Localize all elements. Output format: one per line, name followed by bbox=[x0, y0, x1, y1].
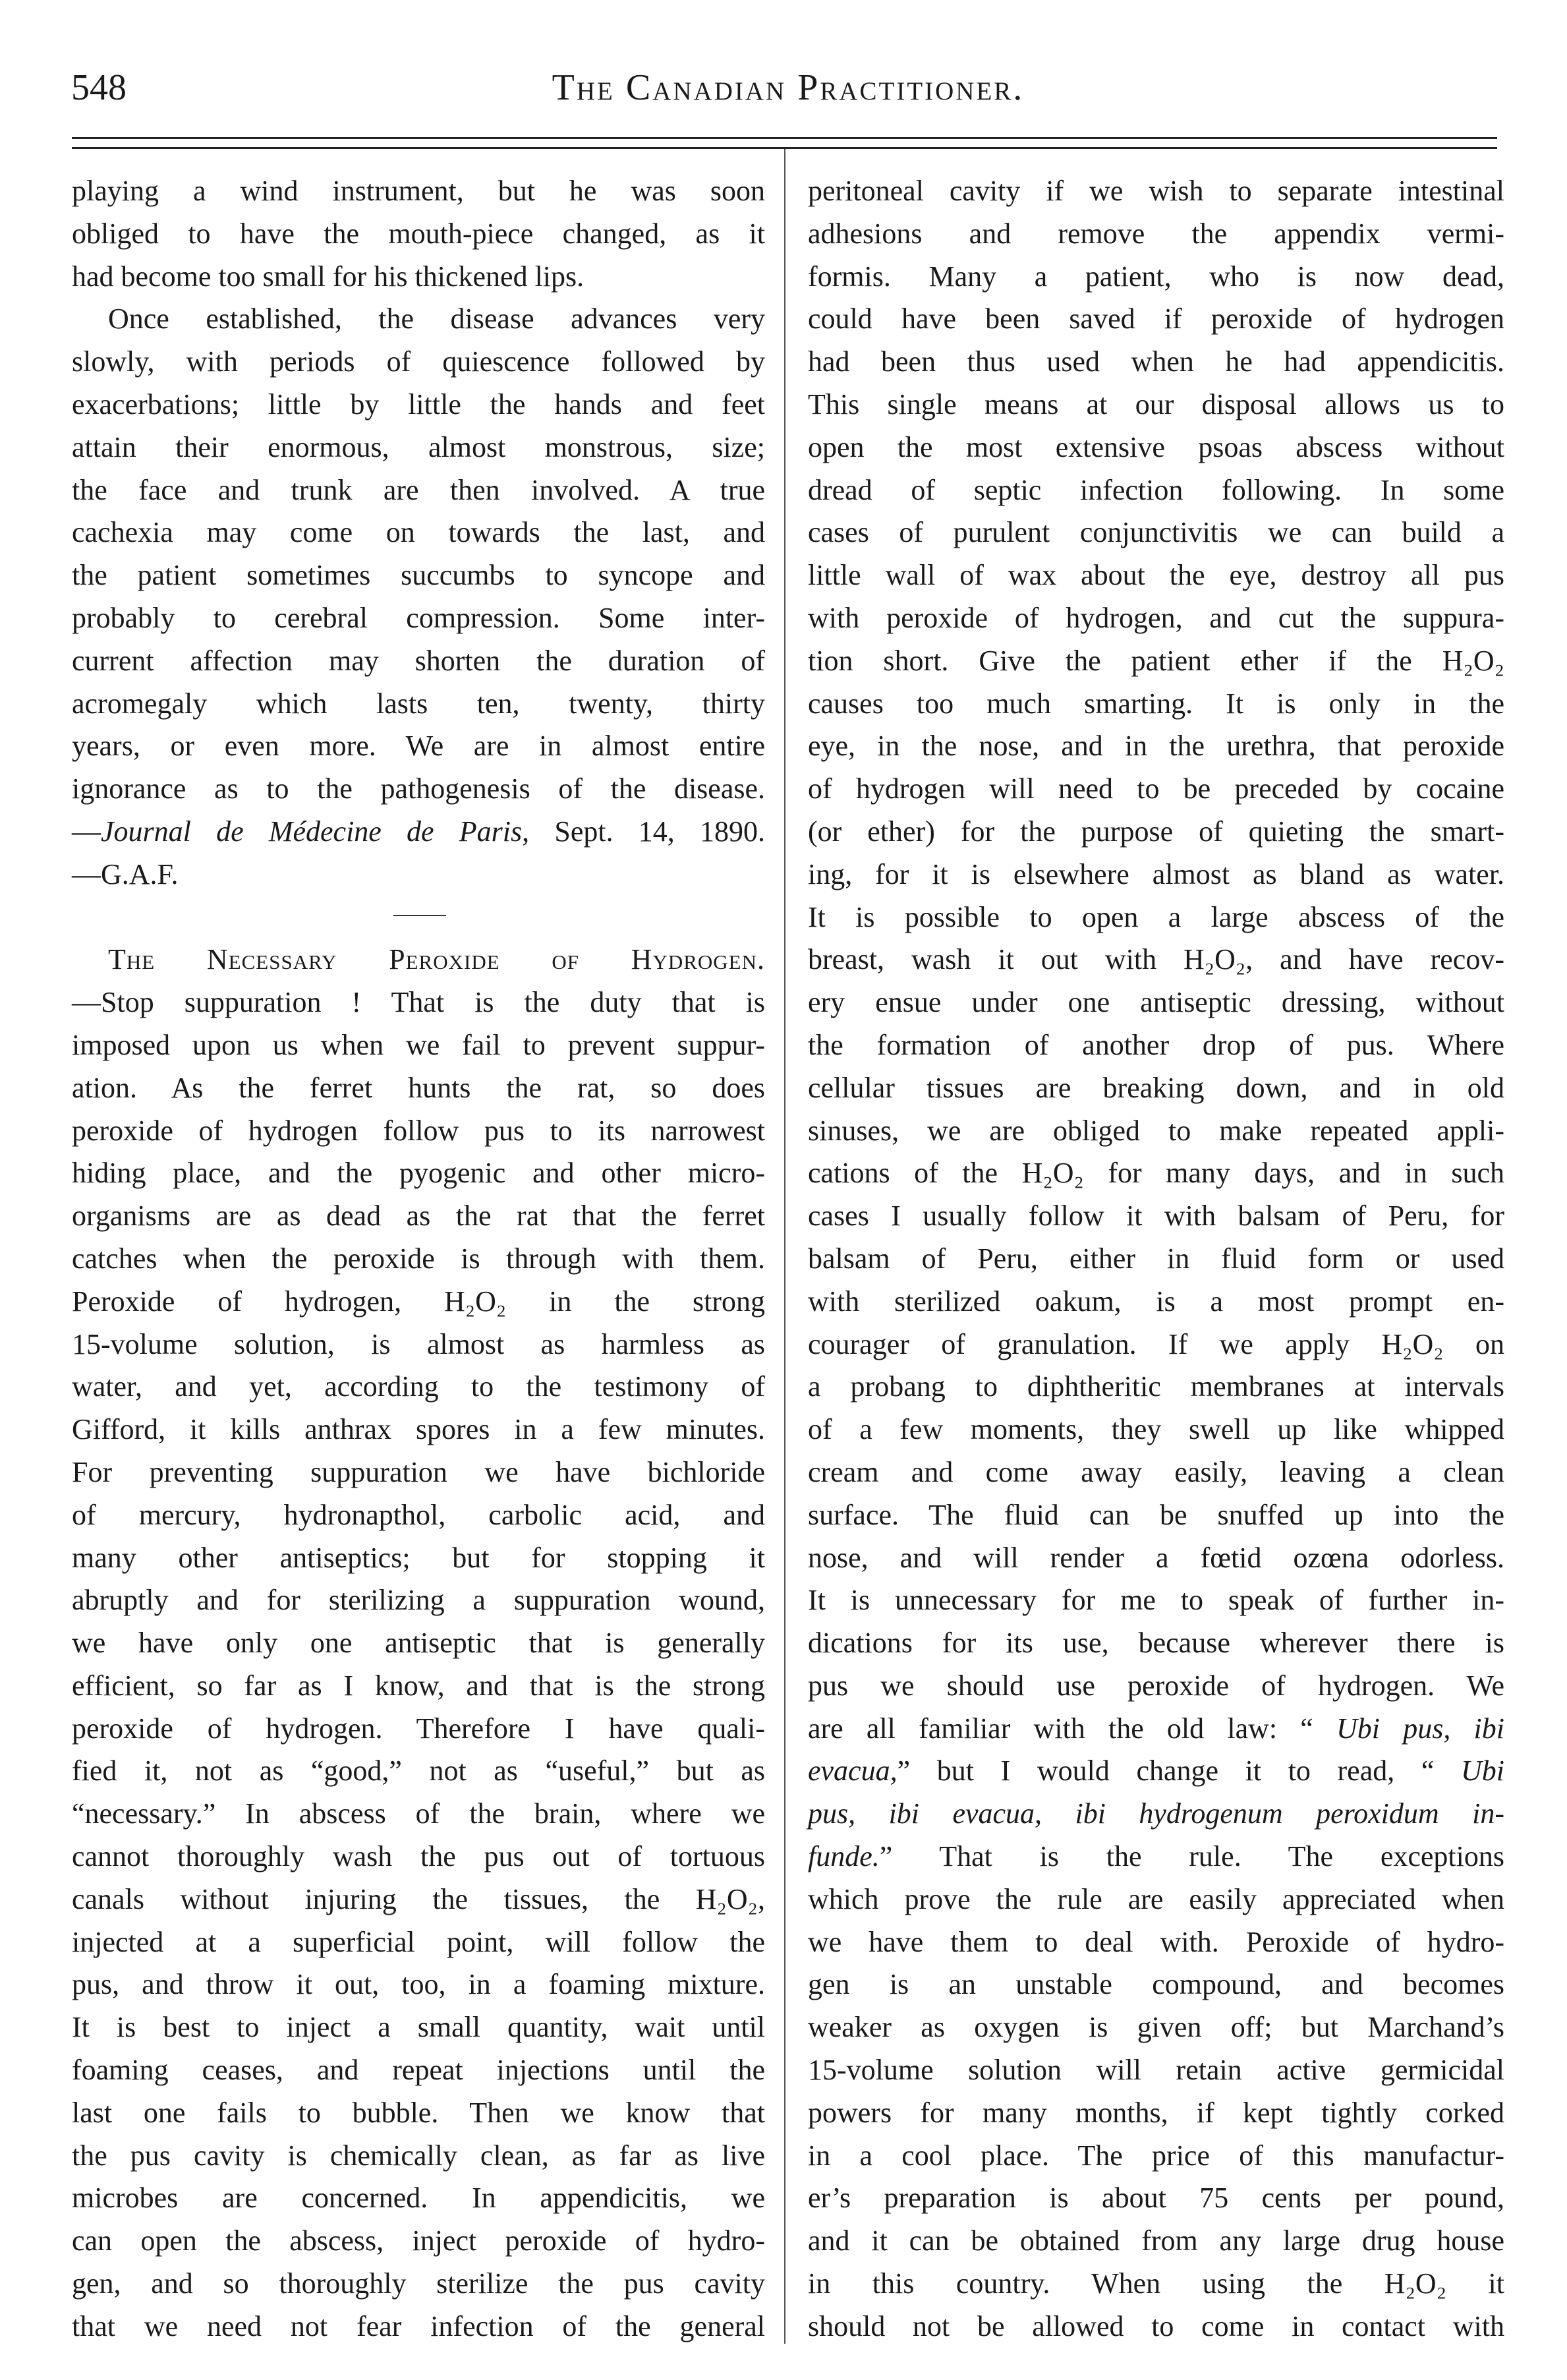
text-line: that we need not fear infection of the general bbox=[72, 2309, 765, 2342]
text-line: It is unnecessary for me to speak of further in- bbox=[808, 1584, 1504, 1617]
text-line: ation. As the ferret hunts the rat, so does bbox=[72, 1071, 765, 1104]
right-column bbox=[808, 170, 1504, 2348]
text-span: — bbox=[72, 815, 101, 848]
text-line: 15-volume solution, is almost as harmless as bbox=[72, 1327, 765, 1360]
text-line: —Stop suppuration ! That is the duty that is bbox=[72, 986, 765, 1019]
text-line: last one fails to bubble. Then we know that bbox=[72, 2096, 765, 2129]
text-line bbox=[808, 1836, 1504, 1878]
header-rule-top bbox=[72, 137, 1497, 139]
text-line: cations of the H₂O₂ for many days, and in such bbox=[808, 1157, 1504, 1190]
text-line: exacerbations; little by little the hands and feet bbox=[72, 388, 765, 421]
text-line: imposed upon us when we fail to prevent suppur- bbox=[72, 1028, 765, 1061]
text-line: surface. The fluid can be snuffed up into the bbox=[808, 1498, 1504, 1531]
text-line: 15-volume solution will retain active germicidal bbox=[808, 2054, 1504, 2087]
text-line: peritoneal cavity if we wish to separate intestinal bbox=[808, 175, 1504, 207]
text-line bbox=[72, 811, 765, 854]
text-line: efficient, so far as I know, and that is the strong bbox=[72, 1669, 765, 1702]
italic-text: funde. bbox=[808, 1840, 880, 1873]
text-line: powers for many months, if kept tightly corked bbox=[808, 2096, 1504, 2129]
article-title: The Necessary Peroxide of Hydrogen. bbox=[108, 943, 765, 976]
text-line: water, and yet, according to the testimony of bbox=[72, 1370, 765, 1403]
text-line: attain their enormous, almost monstrous, size; bbox=[72, 430, 765, 463]
text-line: playing a wind instrument, but he was soon bbox=[72, 175, 765, 207]
italic-text: pus, ibi evacua, ibi hydrogenum peroxidum in- bbox=[808, 1797, 1504, 1830]
text-line: —G.A.F. bbox=[72, 857, 179, 890]
text-line: ignorance as to the pathogenesis of the disease. bbox=[72, 772, 765, 805]
text-line: of mercury, hydronapthol, carbolic acid, and bbox=[72, 1498, 765, 1531]
italic-text: Ubi bbox=[1461, 1755, 1504, 1787]
paragraph bbox=[808, 170, 1504, 2348]
text-line: eye, in the nose, and in the urethra, that peroxide bbox=[808, 730, 1504, 763]
text-line: It is possible to open a large abscess of the bbox=[808, 900, 1504, 933]
text-line: cachexia may come on towards the last, and bbox=[72, 516, 765, 549]
text-span: are all familiar with the old law: “ bbox=[808, 1712, 1337, 1745]
text-line: little wall of wax about the eye, destroy all pus bbox=[808, 559, 1504, 592]
text-line: Gifford, it kills anthrax spores in a few minutes. bbox=[72, 1413, 765, 1446]
text-line: microbes are concerned. In appendicitis, we bbox=[72, 2182, 765, 2215]
text-line: cellular tissues are breaking down, and in old bbox=[808, 1071, 1504, 1104]
italic-text: Journal de Médecine de Paris bbox=[101, 815, 523, 848]
page-number: 548 bbox=[71, 67, 127, 108]
text-line: fied it, not as “good,” not as “useful,” but as bbox=[72, 1755, 765, 1787]
text-line: weaker as oxygen is given off; but Marchand’s bbox=[808, 2011, 1504, 2044]
text-line: cases I usually follow it with balsam of Peru, for bbox=[808, 1200, 1504, 1233]
text-line bbox=[808, 1750, 1504, 1793]
text-line bbox=[808, 1708, 1504, 1751]
text-line: cream and come away easily, leaving a clean bbox=[808, 1455, 1504, 1488]
text-line: Once established, the disease advances very bbox=[108, 303, 765, 335]
text-line: canals without injuring the tissues, the H₂O₂, bbox=[72, 1882, 765, 1915]
text-span: , Sept. 14, 1890. bbox=[522, 815, 766, 848]
text-line: “necessary.” In abscess of the brain, where we bbox=[72, 1797, 765, 1830]
column-divider bbox=[784, 149, 785, 2344]
text-line: This single means at our disposal allows us to bbox=[808, 388, 1504, 421]
text-line: we have them to deal with. Peroxide of hydro- bbox=[808, 1925, 1504, 1958]
paragraph bbox=[72, 170, 765, 298]
text-line: ing, for it is elsewhere almost as bland as water. bbox=[808, 857, 1504, 890]
text-line: had become too small for his thickened lips. bbox=[72, 260, 584, 293]
text-line: balsam of Peru, either in fluid form or used bbox=[808, 1242, 1504, 1275]
text-line: the face and trunk are then involved. A true bbox=[72, 473, 765, 506]
text-line: cannot thoroughly wash the pus out of tortuous bbox=[72, 1840, 765, 1873]
text-line: peroxide of hydrogen follow pus to its narrowest bbox=[72, 1114, 765, 1147]
text-line: gen, and so thoroughly sterilize the pus cavity bbox=[72, 2267, 765, 2300]
text-line: with peroxide of hydrogen, and cut the suppura- bbox=[808, 601, 1504, 634]
text-line: Peroxide of hydrogen, H₂O₂ in the strong bbox=[72, 1285, 765, 1318]
text-line: breast, wash it out with H₂O₂, and have recov- bbox=[808, 943, 1504, 976]
text-line: should not be allowed to come in contact with bbox=[808, 2309, 1504, 2342]
text-line: in a cool place. The price of this manufactur- bbox=[808, 2139, 1504, 2172]
text-line: er’s preparation is about 75 cents per pound, bbox=[808, 2182, 1504, 2215]
text-line: dread of septic infection following. In some bbox=[808, 473, 1504, 506]
text-line: peroxide of hydrogen. Therefore I have quali- bbox=[72, 1712, 765, 1745]
text-span: ” That is the rule. The exceptions bbox=[879, 1840, 1504, 1873]
text-line: sinuses, we are obliged to make repeated appli- bbox=[808, 1114, 1504, 1147]
text-line: For preventing suppuration we have bichloride bbox=[72, 1455, 765, 1488]
text-line: many other antiseptics; but for stopping it bbox=[72, 1541, 765, 1574]
text-line: injected at a superficial point, will follow the bbox=[72, 1925, 765, 1958]
text-line: abruptly and for sterilizing a suppuration wound, bbox=[72, 1584, 765, 1617]
text-line: catches when the peroxide is through with them. bbox=[72, 1242, 765, 1275]
text-line: current affection may shorten the duration of bbox=[72, 644, 765, 677]
text-line: acromegaly which lasts ten, twenty, thirty bbox=[72, 687, 765, 720]
paragraph bbox=[72, 939, 765, 2348]
text-line: which prove the rule are easily appreciated when bbox=[808, 1882, 1504, 1915]
text-line: dications for its use, because wherever there is bbox=[808, 1627, 1504, 1660]
text-line: open the most extensive psoas abscess without bbox=[808, 430, 1504, 463]
text-line: nose, and will render a fœtid ozœna odorless. bbox=[808, 1541, 1504, 1574]
italic-text: evacua, bbox=[808, 1755, 897, 1787]
text-line: can open the abscess, inject peroxide of hydro- bbox=[72, 2224, 765, 2257]
section-separator-rule bbox=[72, 896, 765, 939]
text-line: pus we should use peroxide of hydrogen. We bbox=[808, 1669, 1504, 1702]
italic-text: Ubi pus, ibi bbox=[1336, 1712, 1505, 1745]
text-line: with sterilized oakum, is a most prompt en- bbox=[808, 1285, 1504, 1318]
text-line: cases of purulent conjunctivitis we can build a bbox=[808, 516, 1504, 549]
text-line: of hydrogen will need to be preceded by cocaine bbox=[808, 772, 1504, 805]
text-line bbox=[808, 1793, 1504, 1836]
text-line bbox=[72, 939, 765, 981]
text-line: could have been saved if peroxide of hydrogen bbox=[808, 303, 1504, 335]
text-span: ” but I would change it to read, “ bbox=[897, 1755, 1461, 1787]
text-line: gen is an unstable compound, and becomes bbox=[808, 1968, 1504, 2001]
text-line: slowly, with periods of quiescence followed by bbox=[72, 345, 765, 378]
text-line: the formation of another drop of pus. Where bbox=[808, 1028, 1504, 1061]
text-line: of a few moments, they swell up like whipped bbox=[808, 1413, 1504, 1446]
text-line: adhesions and remove the appendix vermi- bbox=[808, 217, 1504, 250]
text-line: pus, and throw it out, too, in a foaming mixture. bbox=[72, 1968, 765, 2001]
text-line: we have only one antiseptic that is generally bbox=[72, 1627, 765, 1660]
text-line: (or ether) for the purpose of quieting the smart- bbox=[808, 815, 1504, 848]
text-line: hiding place, and the pyogenic and other micro- bbox=[72, 1157, 765, 1190]
text-line: the patient sometimes succumbs to syncope and bbox=[72, 559, 765, 592]
text-line: causes too much smarting. It is only in the bbox=[808, 687, 1504, 720]
text-line: foaming ceases, and repeat injections until the bbox=[72, 2054, 765, 2087]
text-line: and it can be obtained from any large drug house bbox=[808, 2224, 1504, 2257]
text-line: tion short. Give the patient ether if the H₂O₂ bbox=[808, 644, 1504, 677]
text-line: organisms are as dead as the rat that the ferret bbox=[72, 1200, 765, 1233]
text-line: It is best to inject a small quantity, wait until bbox=[72, 2011, 765, 2044]
text-line: had been thus used when he had appendicitis. bbox=[808, 345, 1504, 378]
text-line: the pus cavity is chemically clean, as far as live bbox=[72, 2139, 765, 2172]
text-line: ery ensue under one antiseptic dressing, without bbox=[808, 986, 1504, 1019]
text-line: years, or even more. We are in almost entire bbox=[72, 730, 765, 763]
text-line: a probang to diphtheritic membranes at intervals bbox=[808, 1370, 1504, 1403]
text-line: in this country. When using the H₂O₂ it bbox=[808, 2267, 1504, 2300]
text-line: courager of granulation. If we apply H₂O₂ on bbox=[808, 1327, 1504, 1360]
text-line: formis. Many a patient, who is now dead, bbox=[808, 260, 1504, 293]
running-head-journal-title: The Canadian Practitioner. bbox=[552, 67, 1025, 108]
paragraph bbox=[72, 298, 765, 896]
text-line: probably to cerebral compression. Some inter- bbox=[72, 601, 765, 634]
left-column bbox=[72, 170, 765, 2348]
text-line: obliged to have the mouth-piece changed, as it bbox=[72, 217, 765, 250]
